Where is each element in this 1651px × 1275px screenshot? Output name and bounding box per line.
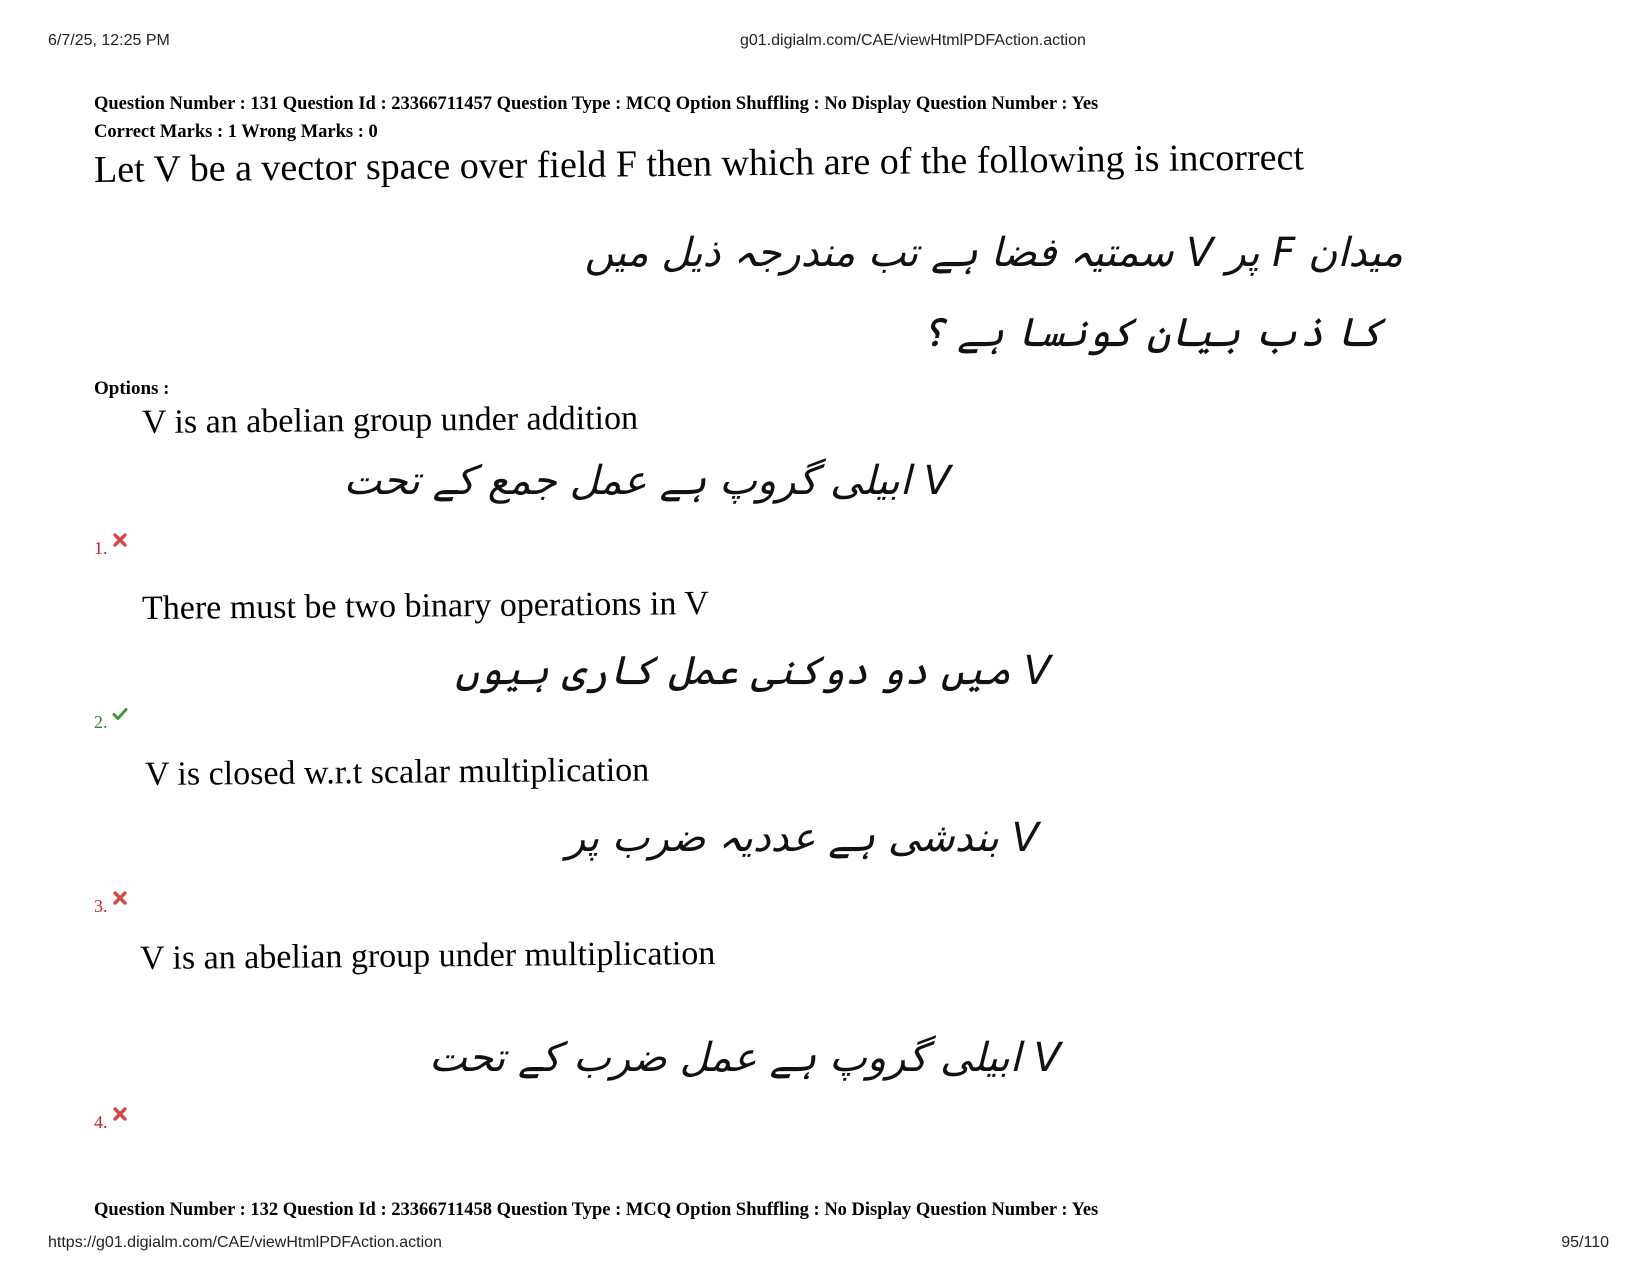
next-question-meta: Question Number : 132 Question Id : 23366711458 Question Type : MCQ Option Shuffling : No Display Question Number : Yes	[94, 1200, 1099, 1220]
question-marks: Correct Marks : 1 Wrong Marks : 0	[94, 122, 378, 142]
print-url-title: g01.digialm.com/CAE/viewHtmlPDFAction.action	[740, 32, 1086, 49]
option-3-text-english: V is closed w.r.t scalar multiplication	[144, 751, 650, 793]
cross-icon	[112, 532, 128, 548]
option-1-marker	[94, 538, 128, 559]
option-1-text-english: V is an abelian group under addition	[141, 399, 639, 441]
option-1-number: 1.	[94, 538, 108, 558]
option-3-text-urdu: V بندشی ہے عددیہ ضرب پر	[565, 815, 1039, 861]
question-meta: Question Number : 131 Question Id : 23366711457 Question Type : MCQ Option Shuffling : No Display Question Number : Yes	[94, 94, 1099, 114]
option-2-marker	[94, 712, 128, 733]
cross-icon	[112, 1106, 128, 1122]
print-page-number: 95/110	[1561, 1234, 1609, 1251]
option-4-text-urdu: V ابیلی گروپ ہے عمل ضرب کے تحت	[429, 1035, 1061, 1081]
options-label: Options :	[94, 378, 170, 399]
option-2-text-english: There must be two binary operations in V	[141, 585, 710, 627]
print-footer-url: https://g01.digialm.com/CAE/viewHtmlPDFAction.action	[48, 1234, 442, 1251]
question-stem-urdu-line1: میدان F پر V سمتیہ فضا ہے تب مندرجہ ذیل میں	[584, 230, 1403, 276]
option-2-number: 2.	[94, 712, 108, 732]
option-2-text-urdu: V میں دو دوکنی عمل کاری ہیوں	[455, 648, 1051, 694]
option-1-text-urdu: V ابیلی گروپ ہے عمل جمع کے تحت	[343, 458, 951, 504]
question-stem-english: Let V be a vector space over field F then which are of the following is incorrect	[93, 136, 1305, 191]
question-stem-urdu-line2: کا ذب بیان کونسا ہے ؟	[920, 310, 1383, 356]
cross-icon	[112, 890, 128, 906]
option-3-marker	[94, 896, 128, 917]
option-4-marker	[94, 1112, 128, 1133]
option-3-number: 3.	[94, 896, 108, 916]
option-4-text-english: V is an abelian group under multiplication	[139, 934, 716, 977]
check-icon	[112, 706, 128, 722]
option-4-number: 4.	[94, 1112, 108, 1132]
print-datetime: 6/7/25, 12:25 PM	[48, 32, 170, 49]
